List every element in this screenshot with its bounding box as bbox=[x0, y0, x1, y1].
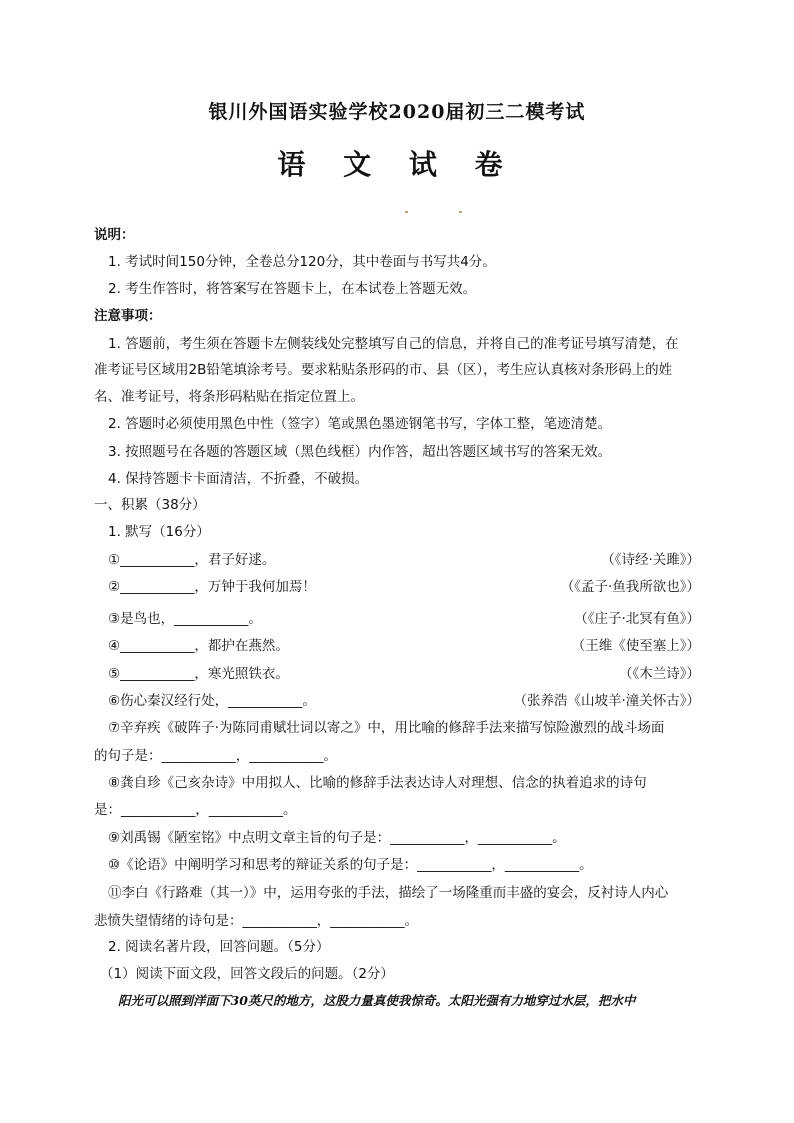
note-item-1-line-1: 1. 答题前，考生须在答题卡左侧装线处完整填写自己的信息，并将自己的准考证号填写清楚，在 bbox=[108, 336, 679, 352]
section-1-heading: 一、积累（38分） bbox=[94, 497, 206, 513]
dictation-source: （《孟子·鱼我所欲也》） bbox=[560, 579, 700, 595]
dictation-source: （《诗经·关雎》） bbox=[601, 552, 700, 568]
note-item-1-line-3: 名、准考证号，将条形码粘贴在指定位置上。 bbox=[94, 389, 364, 405]
dictation-source: （张养浩《山坡羊·潼关怀古》） bbox=[513, 693, 700, 709]
dictation-item-1 bbox=[108, 551, 700, 569]
dictation-item-2 bbox=[108, 578, 700, 596]
dictation-text: ④___________，都护在燕然。 bbox=[108, 638, 289, 654]
dictation-item-7-line-1: ⑦辛弃疾《破阵子·为陈同甫赋壮词以寄之》中，用比喻的修辞手法来描写惊险激烈的战斗场面 bbox=[108, 720, 665, 736]
dictation-item-6 bbox=[108, 692, 700, 710]
school-title: 银川外国语实验学校2020届初三二模考试 bbox=[208, 101, 586, 123]
dictation-source: （王维《使至塞上》） bbox=[571, 638, 700, 654]
dictation-item-9: ⑨刘禹锡《陋室铭》中点明文章主旨的句子是：___________，___________。 bbox=[108, 830, 566, 846]
note-item-3: 3. 按照题号在各题的答题区域（黑色线框）内作答，超出答题区域书写的答案无效。 bbox=[108, 444, 612, 460]
question-2-sub-1: （1）阅读下面文段，回答文段后的问题。（2分） bbox=[100, 966, 394, 982]
note-item-1-line-2: 准考证号区域用2B铅笔填涂考号。要求粘贴条形码的市、县（区），考生应认真核对条形码上的姓 bbox=[94, 362, 673, 378]
dictation-item-7-line-2: 的句子是：___________，___________。 bbox=[94, 748, 337, 764]
dictation-item-4 bbox=[108, 637, 700, 655]
dictation-item-11-line-2: 悲愤失望情绪的诗句是：___________，___________。 bbox=[94, 913, 418, 929]
instructions-heading: 说明： bbox=[94, 227, 135, 243]
dictation-text: ⑤___________，寒光照铁衣。 bbox=[108, 666, 289, 682]
dictation-item-10: ⑩《论语》中阐明学习和思考的辩证关系的句子是：___________，___________。 bbox=[108, 857, 593, 873]
instruction-item-1: 1. 考试时间150分钟，全卷总分120分，其中卷面与书写共4分。 bbox=[108, 254, 496, 270]
dictation-text: ③是鸟也，___________。 bbox=[108, 611, 262, 627]
note-item-2: 2. 答题时必须使用黑色中性（签字）笔或黑色墨迹钢笔书写，字体工整，笔迹清楚。 bbox=[108, 416, 612, 432]
subject-title: 语 文 试 卷 bbox=[277, 148, 517, 181]
dictation-text: ⑥伤心秦汉经行处，___________。 bbox=[108, 693, 316, 709]
dictation-text: ①___________，君子好逑。 bbox=[108, 552, 276, 568]
decorative-dots bbox=[405, 209, 465, 215]
dictation-source: （《木兰诗》） bbox=[619, 666, 700, 682]
dictation-item-3 bbox=[108, 610, 700, 628]
dictation-item-8-line-1: ⑧龚自珍《己亥杂诗》中用拟人、比喻的修辞手法表达诗人对理想、信念的执着追求的诗句 bbox=[108, 775, 647, 791]
question-2-heading: 2. 阅读名著片段，回答问题。（5分） bbox=[108, 939, 330, 955]
notes-heading: 注意事项： bbox=[94, 308, 162, 324]
dictation-item-8-line-2: 是：___________，___________。 bbox=[94, 802, 297, 818]
dictation-text: ②___________，万钟于我何加焉！ bbox=[108, 579, 316, 595]
question-1-heading: 1. 默写（16分） bbox=[108, 524, 210, 540]
dictation-item-11-line-1: ⑪李白《行路难（其一）》中，运用夸张的手法，描绘了一场隆重而丰盛的宴会，反衬诗人内心 bbox=[108, 885, 669, 901]
dictation-item-5 bbox=[108, 665, 700, 683]
instruction-item-2: 2. 考生作答时，将答案写在答题卡上，在本试卷上答题无效。 bbox=[108, 281, 477, 297]
dictation-source: （《庄子·北冥有鱼》） bbox=[574, 611, 700, 627]
note-item-4: 4. 保持答题卡卡面清洁，不折叠，不破损。 bbox=[108, 471, 369, 487]
reading-passage: 阳光可以照到洋面下30英尺的地方，这股力量真使我惊奇。太阳光强有力地穿过水层，把水中 bbox=[118, 993, 636, 1008]
